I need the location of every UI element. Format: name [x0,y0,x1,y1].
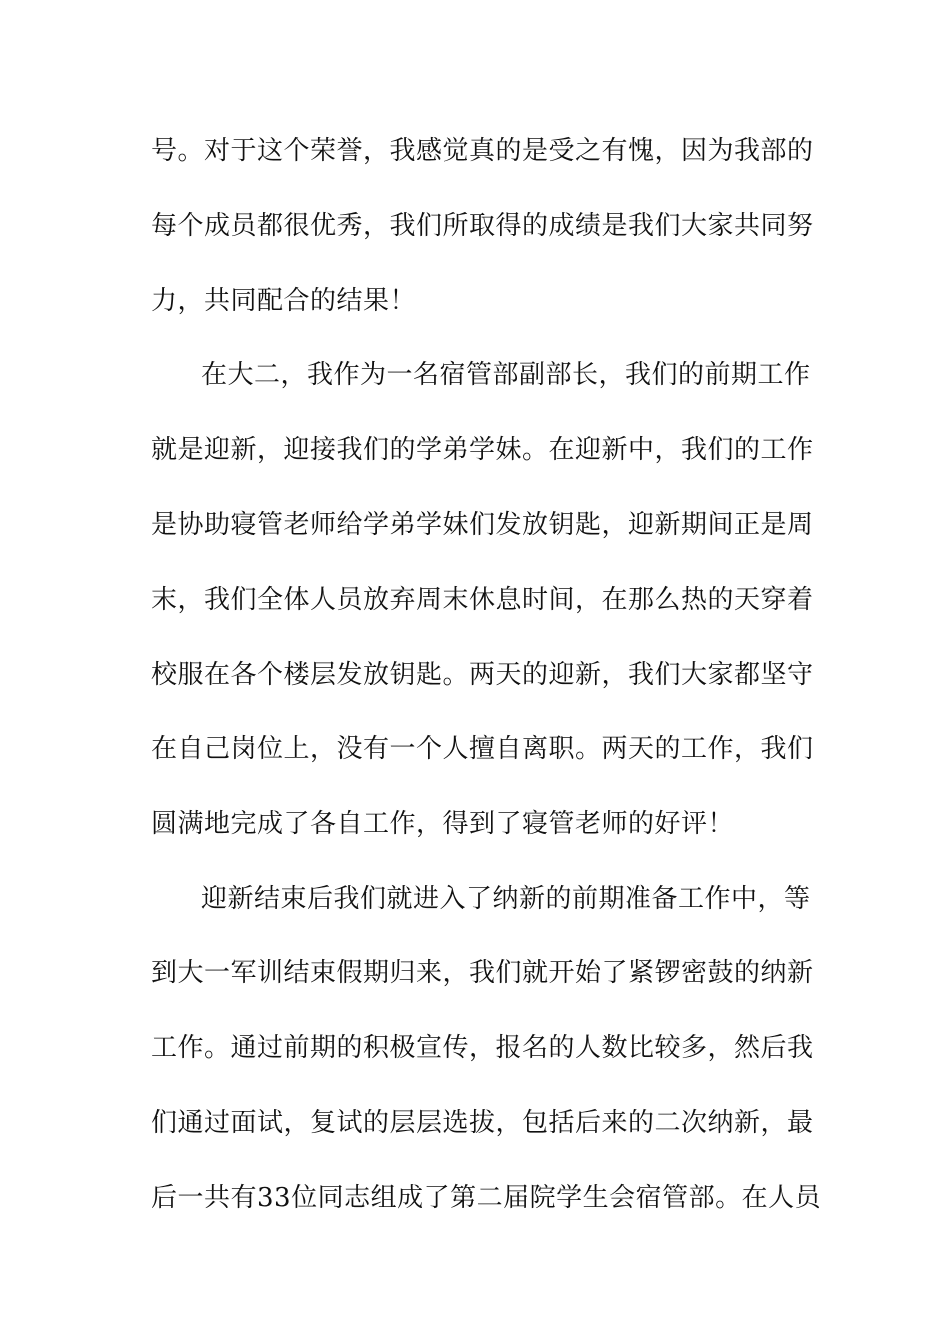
text-line: 后一共有33位同志组成了第二届院学生会宿管部。在人员 [151,1183,822,1213]
text-line: 圆满地完成了各自工作，得到了寝管老师的好评！ [151,809,735,839]
text-line: 是协助寝管老师给学弟学妹们发放钥匙，迎新期间正是周 [151,510,814,540]
text-line: 们通过面试，复试的层层选拔，包括后来的二次纳新，最 [151,1108,814,1138]
paragraph-first-line: 在大二，我作为一名宿管部副部长，我们的前期工作 [201,360,811,390]
text-line: 就是迎新，迎接我们的学弟学妹。在迎新中，我们的工作 [151,435,814,465]
text-line: 号。对于这个荣誉，我感觉真的是受之有愧，因为我部的 [151,136,814,166]
text-line: 到大一军训结束假期归来，我们就开始了紧锣密鼓的纳新 [151,958,814,988]
text-line: 工作。通过前期的积极宣传，报名的人数比较多，然后我 [151,1033,814,1063]
text-line: 每个成员都很优秀，我们所取得的成绩是我们大家共同努 [151,211,814,241]
text-line: 校服在各个楼层发放钥匙。两天的迎新，我们大家都坚守 [151,660,814,690]
text-line: 末，我们全体人员放弃周末休息时间，在那么热的天穿着 [151,585,814,615]
text-line: 在自己岗位上，没有一个人擅自离职。两天的工作，我们 [151,734,814,764]
text-line: 力，共同配合的结果！ [151,286,417,316]
paragraph-first-line: 迎新结束后我们就进入了纳新的前期准备工作中，等 [201,884,811,914]
